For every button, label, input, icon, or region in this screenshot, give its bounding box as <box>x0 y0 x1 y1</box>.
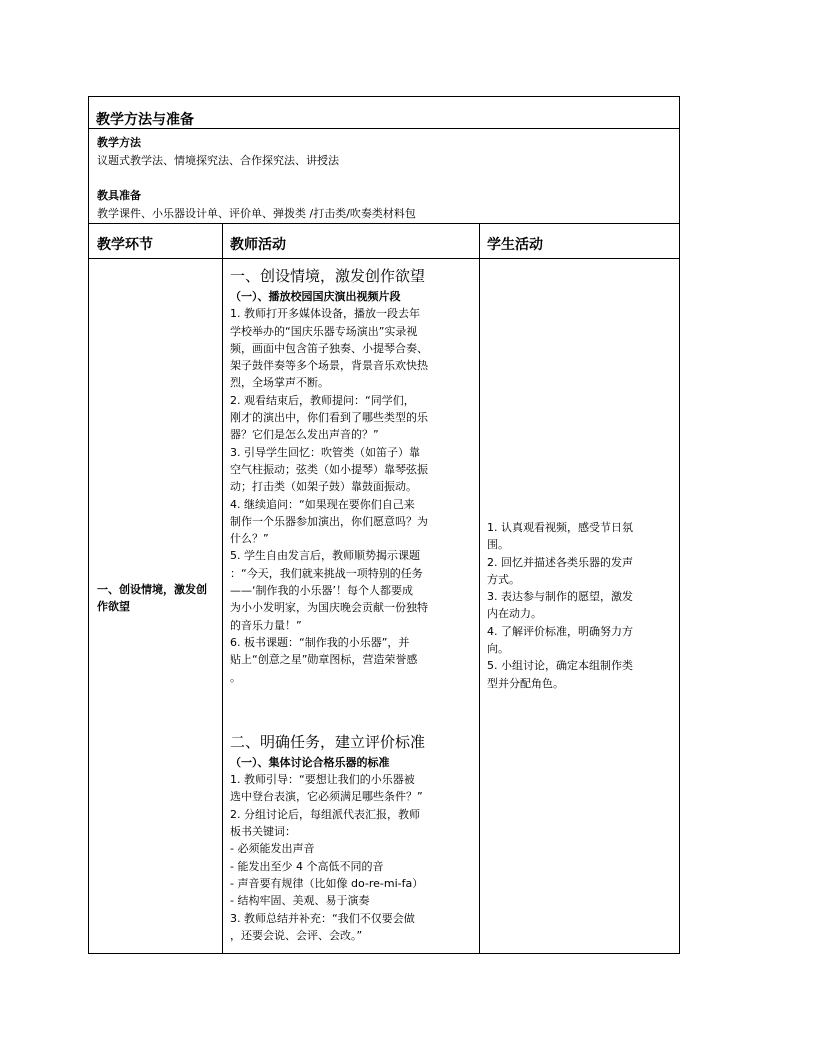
section-spacer <box>230 686 470 732</box>
text-line: 2. 分组讨论后，每组派代表汇报，教师 <box>230 807 420 821</box>
stage-label: 一、创设情境，激发创作欲望 <box>97 583 207 613</box>
text-line: 器？它们是怎么发出声音的？” <box>230 428 379 442</box>
text-line: 学校举办的“国庆乐器专场演出”实录视 <box>230 324 418 338</box>
text-line: 围。 <box>487 538 509 552</box>
column-header-student-label: 学生活动 <box>487 237 543 253</box>
prep-title: 教学方法与准备 <box>96 112 194 128</box>
text-line: 什么？” <box>230 532 269 546</box>
text-line: 6. 板书课题：“制作我的小乐器”，并 <box>230 635 410 649</box>
text-line: 板书关键词： <box>230 825 296 839</box>
text-line: 制作一个乐器参加演出，你们愿意吗？为 <box>230 514 428 528</box>
text-line: 向。 <box>487 642 509 656</box>
text-line: 4. 继续追问：“如果现在要你们自己来 <box>230 497 415 511</box>
column-header-teacher <box>222 224 479 259</box>
text-line: 型并分配角色。 <box>487 676 564 690</box>
materials-text: 教学课件、小乐器设计单、评价单、弹拨类 /打击类/吹奏类材料包 <box>97 207 416 220</box>
text-line: - 声音要有规律（比如像 do-re-mi-fa） <box>230 876 424 890</box>
text-line: 2. 回忆并描述各类乐器的发声 <box>487 555 633 569</box>
section-body <box>230 771 470 944</box>
column-header-teacher-label: 教师活动 <box>230 237 286 253</box>
text-line: 内在动力。 <box>487 607 542 621</box>
text-line: 架子鼓伴奏等多个场景，背景音乐欢快热 <box>230 359 428 373</box>
text-line: 空气柱振动；弦类（如小提琴）靠琴弦振 <box>230 462 428 476</box>
text-line: 选中登台表演，它必须满足哪些条件？” <box>230 790 423 804</box>
section-title: 二、明确任务，建立评价标准 <box>230 732 426 751</box>
prep-title-bar <box>89 97 679 129</box>
text-line: 3. 教师总结并补充：“我们不仅要会做 <box>230 911 415 925</box>
text-line: - 结构牢固、美观、易于演奏 <box>230 894 370 908</box>
subsection-title: （一）、播放校园国庆演出视频片段 <box>230 290 401 303</box>
subsection-title: （一）、集体讨论合格乐器的标准 <box>230 755 390 769</box>
materials-heading: 教具准备 <box>97 189 141 202</box>
text-line: ——‘制作我的小乐器’！每个人都要成 <box>230 584 413 598</box>
column-header-stage <box>89 224 222 259</box>
text-line: 1. 教师打开多媒体设备，播放一段去年 <box>230 307 420 321</box>
text-line: 5. 小组讨论，确定本组制作类 <box>487 659 633 673</box>
section-title: 一、创设情境，激发创作欲望 <box>230 267 426 285</box>
text-line: 贴上“创意之星”勋章图标，营造荣誉感 <box>230 653 418 667</box>
text-line: 2. 观看结束后，教师提问：“同学们， <box>230 393 415 407</box>
prep-section <box>89 129 679 224</box>
text-line: 3. 引导学生回忆：吹管类（如笛子）靠 <box>230 445 420 459</box>
lesson-plan-table <box>88 96 680 954</box>
teacher-activity-cell <box>230 266 470 944</box>
student-activity-cell <box>487 519 667 692</box>
text-line: 为小小发明家，为国庆晚会贡献一份独特 <box>230 601 428 615</box>
methods-text: 议题式教学法、情境探究法、合作探究法、讲授法 <box>97 154 339 167</box>
text-line: 5. 学生自由发言后，教师顺势揭示课题 <box>230 549 420 563</box>
column-header-student <box>479 224 679 259</box>
text-line: - 必须能发出声音 <box>230 842 315 856</box>
text-line: ，还要会说、会评、会改。” <box>230 928 363 942</box>
text-line: 。 <box>230 670 241 684</box>
text-line: 动；打击类（如架子鼓）靠鼓面振动。 <box>230 480 417 494</box>
text-line: 3. 表达参与制作的愿望，激发 <box>487 590 633 604</box>
text-line: 刚才的演出中，你们看到了哪些类型的乐 <box>230 411 428 425</box>
section-body <box>230 305 470 686</box>
text-line: - 能发出至少 4 个高低不同的音 <box>230 859 384 873</box>
methods-heading: 教学方法 <box>97 136 141 149</box>
column-divider <box>479 224 480 954</box>
column-header-stage-label: 教学环节 <box>97 237 153 253</box>
text-line: 方式。 <box>487 572 520 586</box>
text-line: 频，画面中包含笛子独奏、小提琴合奏、 <box>230 341 428 355</box>
text-line: 的音乐力量！” <box>230 618 302 632</box>
text-line: ：“今天，我们就来挑战一项特别的任务 <box>230 566 423 580</box>
column-divider <box>222 224 223 954</box>
text-line: 烈，全场掌声不断。 <box>230 376 329 390</box>
text-line: 4. 了解评价标准，明确努力方 <box>487 624 633 638</box>
text-line: 1. 认真观看视频，感受节日氛 <box>487 521 633 534</box>
text-line: 1. 教师引导：“要想让我们的小乐器被 <box>230 773 415 787</box>
